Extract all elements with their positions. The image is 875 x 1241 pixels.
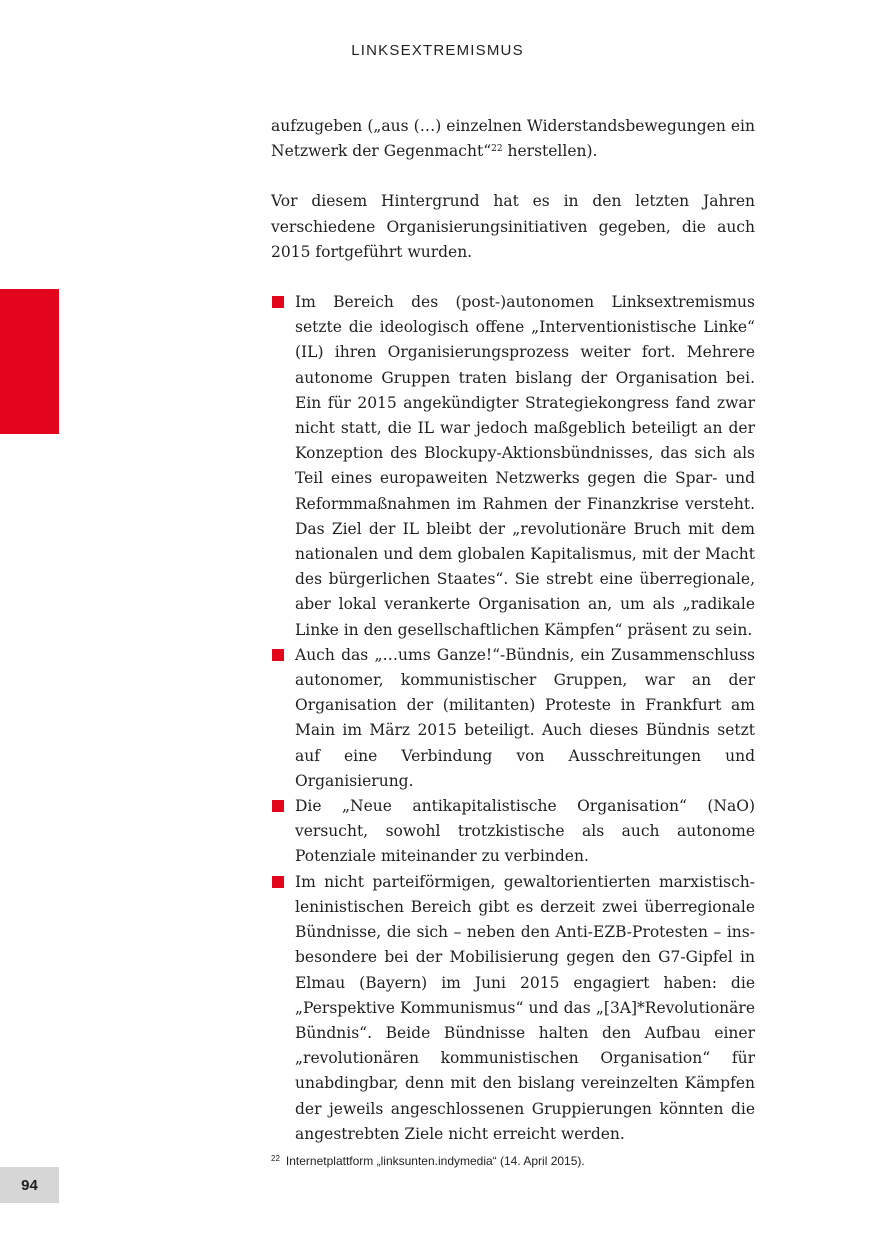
paragraph-tail: herstellen). <box>502 142 598 161</box>
bullet-text: Die „Neue antikapitalistische Organisation“ (NaO) versucht, sowohl trotzkistische als auch autonome Potenziale miteinander zu verbinden. <box>295 797 755 866</box>
paragraph-text: aufzugeben („aus (…) einzelnen Widerstandsbewegungen ein Netzwerk der Gegenmacht“ <box>271 117 755 161</box>
bullet-square-icon <box>272 800 284 812</box>
main-text <box>271 114 755 1147</box>
bullet-text: Im nicht parteiförmigen, gewaltorientierten marxistisch-leninistischen Bereich gibt es derzeit zwei überregionale Bündnisse, die sich – neben den Anti-EZB-Protesten – insbesondere bei der Mobilisierung gegen den G7-Gipfel in Elmau (Bayern) im Juni 2015 engagiert haben: die „Perspektive Kommunismus“ und das „[3A]*Revolutionäre Bündnis“. Beide Bündnisse halten den Aufbau einer „revolutionären kommunistischen Organisation“ für unabdingbar, denn mit den bislang vereinzelten Kämpfen der jeweils angeschlossenen Gruppierungen könnten die angestrebten Ziele nicht erreicht werden. <box>295 872 755 1143</box>
bullet-item <box>271 290 755 643</box>
bullet-square-icon <box>272 876 284 888</box>
footnote <box>271 1154 755 1168</box>
bullet-item <box>271 643 755 794</box>
bullet-item <box>271 870 755 1147</box>
paragraph-intro: Vor diesem Hintergrund hat es in den letzten Jahren verschiedene Organisierungsinitiativen gegeben, die auch 2015 fortgeführt wurden. <box>271 192 755 261</box>
running-header: LINKSEXTREMISMUS <box>351 42 524 59</box>
bullet-text: Auch das „…ums Ganze!“-Bündnis, ein Zusammenschluss autonomer, kommunistischer Gruppen, war an der Organisation der (militanten) Proteste in Frankfurt am Main im März 2015 beteiligt. Auch dieses Bündnis setzt auf eine Verbindung von Ausschreitungen und Organisierung. <box>295 645 755 790</box>
footnote-number: 22 <box>271 1154 280 1163</box>
paragraph-continuation <box>271 114 755 164</box>
bullet-square-icon <box>272 649 284 661</box>
bullet-list <box>271 290 755 1147</box>
chapter-marker <box>0 289 59 434</box>
footnote-text: Internetplattform „linksunten.indymedia“ (14. April 2015). <box>285 1154 585 1168</box>
footnote-ref[interactable]: 22 <box>491 144 503 155</box>
bullet-text: Im Bereich des (post-)autonomen Linksextremismus setzte die ideologisch offene „Interventionistische Linke“ (IL) ihren Organisierungsprozess weiter fort. Mehrere autonome Gruppen traten bislang der Organisation bei. Ein für 2015 angekündigter Strategiekongress fand zwar nicht statt, die IL war jedoch maßgeblich beteiligt an der Konzeption des Blockupy-Aktionsbündnisses, das sich als Teil eines europaweiten Netzwerks gegen die Spar- und Reformmaßnahmen im Rahmen der Finanzkrise versteht. Das Ziel der IL bleibt der „revolutionäre Bruch mit dem nationalen und dem globalen Kapitalismus, mit der Macht des bürgerlichen Staates“. Sie strebt eine überregionale, aber lokal verankerte Organisation an, um als „radikale Linke in den gesellschaftlichen Kämpfen“ präsent zu sein. <box>295 293 755 639</box>
bullet-item <box>271 794 755 870</box>
bullet-square-icon <box>272 296 284 308</box>
page-number: 94 <box>0 1167 59 1203</box>
